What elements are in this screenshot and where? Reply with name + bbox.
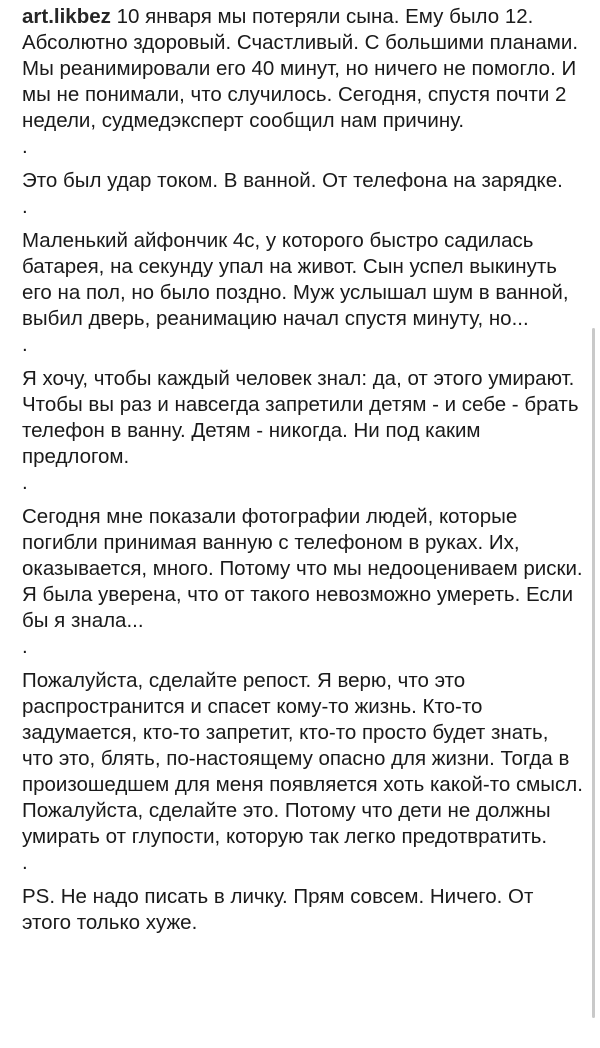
caption-paragraph-3: Маленький айфончик 4с, у которого быстро садилась батарея, на секунду упал на живот. Сын успел выкинуть его на пол, но было поздно. Муж услышал шум в ванной, выбил дверь, реанимацию начал спустя минуту, но... [22, 229, 569, 330]
paragraph-separator: . [22, 471, 28, 494]
post-caption [22, 0, 584, 936]
caption-paragraph-7: PS. Не надо писать в личку. Прям совсем. Ничего. От этого только хуже. [22, 885, 534, 934]
paragraph-separator: . [22, 635, 28, 658]
paragraph-separator: . [22, 135, 28, 158]
scrollbar[interactable] [592, 328, 595, 1018]
caption-text-1: 10 января мы потеряли сына. Ему было 12. Абсолютно здоровый. Счастливый. С большими планами. Мы реанимировали его 40 минут, но ничего не помогло. И мы не понимали, что случилось. Сегодня, спустя почти 2 недели, судмедэксперт сообщил нам причину. [22, 5, 579, 132]
caption-paragraph-2: Это был удар током. В ванной. От телефона на зарядке. [22, 169, 563, 192]
paragraph-separator: . [22, 195, 28, 218]
caption-paragraph-4: Я хочу, чтобы каждый человек знал: да, от этого умирают. Чтобы вы раз и навсегда запретили детям - и себе - брать телефон в ванну. Детям - никогда. Ни под каким предлогом. [22, 367, 579, 468]
caption-paragraph-5: Сегодня мне показали фотографии людей, которые погибли принимая ванную с телефоном в руках. Их, оказывается, много. Потому что мы недооцениваем риски. Я была уверена, что от такого невозможно умереть. Если бы я знала... [22, 505, 583, 632]
paragraph-separator: . [22, 851, 28, 874]
username-link[interactable]: art.likbez [22, 5, 111, 28]
paragraph-separator: . [22, 333, 28, 356]
caption-paragraph-1 [22, 0, 584, 134]
caption-paragraph-6: Пожалуйста, сделайте репост. Я верю, что это распространится и спасет кому-то жизнь. Кто-то задумается, кто-то запретит, кто-то просто будет знать, что это, блять, по-настоящему опасно для жизни. Тогда в произошедшем для меня появляется хоть какой-то смысл. Пожалуйста, сделайте это. Потому что дети не должны умирать от глупости, которую так легко предотвратить. [22, 669, 583, 848]
